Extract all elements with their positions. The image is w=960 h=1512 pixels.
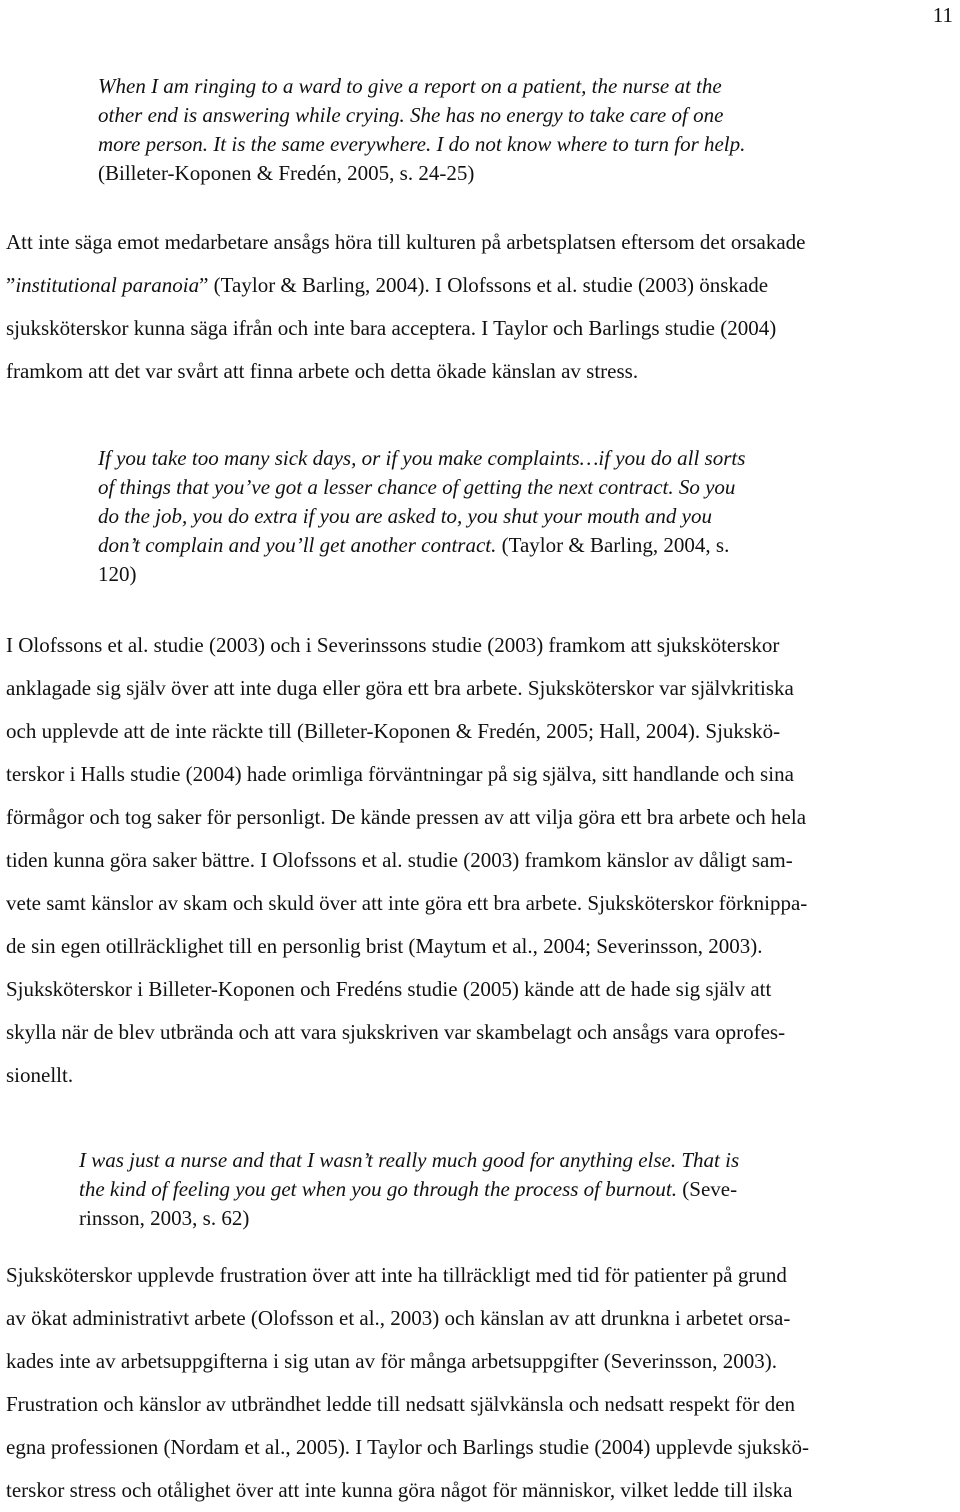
paragraph-line: framkom att det var svårt att finna arbete och detta ökade känslan av stress.	[6, 359, 639, 383]
quote-line	[98, 531, 745, 560]
paragraph-line: Att inte säga emot medarbetare ansågs höra till kulturen på arbetsplatsen eftersom det orsakade	[6, 230, 806, 254]
paragraph-line: av ökat administrativt arbete (Olofsson et al., 2003) och känslan av att drunkna i arbetet orsa-	[6, 1306, 791, 1330]
paragraph-line: vete samt känslor av skam och skuld över att inte göra ett bra arbete. Sjuksköterskor förknippa-	[6, 891, 808, 915]
paragraph-line	[6, 264, 805, 307]
paragraph-line: I Olofssons et al. studie (2003) och i Severinssons studie (2003) framkom att sjuksköterskor	[6, 633, 780, 657]
block-quote-1	[98, 72, 745, 188]
paragraph-line: terskor i Halls studie (2004) hade orimliga förväntningar på sig själva, sitt handlande och sina	[6, 762, 794, 786]
quote-citation: rinsson, 2003, s. 62)	[79, 1206, 250, 1230]
body-paragraph-2	[6, 624, 807, 1097]
term-institutional-paranoia: institutional paranoia	[15, 273, 200, 297]
paragraph-line: och upplevde att de inte räckte till (Billeter-Koponen & Fredén, 2005; Hall, 2004). Sjukskö-	[6, 719, 781, 743]
paragraph-line: tiden kunna göra saker bättre. I Olofssons et al. studie (2003) framkom känslor av dåligt sam-	[6, 848, 793, 872]
paragraph-line: de sin egen otillräcklighet till en personlig brist (Maytum et al., 2004; Severinsson, 2003).	[6, 934, 763, 958]
quote-citation: 120)	[98, 562, 137, 586]
quote-text: the kind of feeling you get when you go through the process of burnout.	[79, 1177, 678, 1201]
quote-line: do the job, you do extra if you are asked to, you shut your mouth and you	[98, 504, 712, 528]
body-paragraph-1	[6, 221, 805, 393]
paragraph-line: sionellt.	[6, 1063, 74, 1087]
paragraph-line-rest: ” (Taylor & Barling, 2004). I Olofssons et al. studie (2003) önskade	[199, 273, 769, 297]
quote-line: When I am ringing to a ward to give a report on a patient, the nurse at the	[98, 74, 722, 98]
paragraph-line: kades inte av arbetsuppgifterna i sig utan av för många arbetsuppgifter (Severinsson, 2003).	[6, 1349, 777, 1373]
paragraph-line: Sjuksköterskor upplevde frustration över att inte ha tillräckligt med tid för patienter på grund	[6, 1263, 787, 1287]
paragraph-line: anklagade sig själv över att inte duga eller göra ett bra arbete. Sjuksköterskor var självkritiska	[6, 676, 794, 700]
quote-citation: (Taylor & Barling, 2004, s.	[496, 533, 730, 557]
quote-line: other end is answering while crying. She has no energy to take care of one	[98, 103, 724, 127]
body-paragraph-3	[6, 1254, 809, 1512]
quote-mark: ”	[6, 273, 16, 297]
quote-text: don’t complain and you’ll get another contract.	[98, 533, 497, 557]
quote-line: of things that you’ve got a lesser chance of getting the next contract. So you	[98, 475, 736, 499]
quote-citation: (Seve-	[677, 1177, 738, 1201]
quote-line: If you take too many sick days, or if you make complaints…if you do all sorts	[98, 446, 746, 470]
paragraph-line: sjuksköterskor kunna säga ifrån och inte bara acceptera. I Taylor och Barlings studie (2004)	[6, 316, 777, 340]
page-number: 11	[932, 3, 953, 27]
paragraph-line: skylla när de blev utbrända och att vara sjukskriven var skambelagt och ansågs vara oprofes-	[6, 1020, 786, 1044]
paragraph-line: egna professionen (Nordam et al., 2005). I Taylor och Barlings studie (2004) upplevde sjukskö-	[6, 1435, 809, 1459]
quote-line: I was just a nurse and that I wasn’t really much good for anything else. That is	[79, 1148, 740, 1172]
paragraph-line: terskor stress och otålighet över att inte kunna göra något för människor, vilket ledde till ilska	[6, 1478, 793, 1502]
quote-line	[79, 1175, 739, 1204]
paragraph-line: Frustration och känslor av utbrändhet ledde till nedsatt självkänsla och nedsatt respekt för den	[6, 1392, 796, 1416]
quote-citation: (Billeter-Koponen & Fredén, 2005, s. 24-25)	[98, 161, 475, 185]
quote-line: more person. It is the same everywhere. I do not know where to turn for help.	[98, 132, 746, 156]
paragraph-line: förmågor och tog saker för personligt. De kände pressen av att vilja göra ett bra arbete och hela	[6, 805, 807, 829]
block-quote-2	[98, 444, 745, 589]
paragraph-line: Sjuksköterskor i Billeter-Koponen och Fredéns studie (2005) kände att de hade sig själv att	[6, 977, 772, 1001]
block-quote-3	[79, 1146, 739, 1233]
